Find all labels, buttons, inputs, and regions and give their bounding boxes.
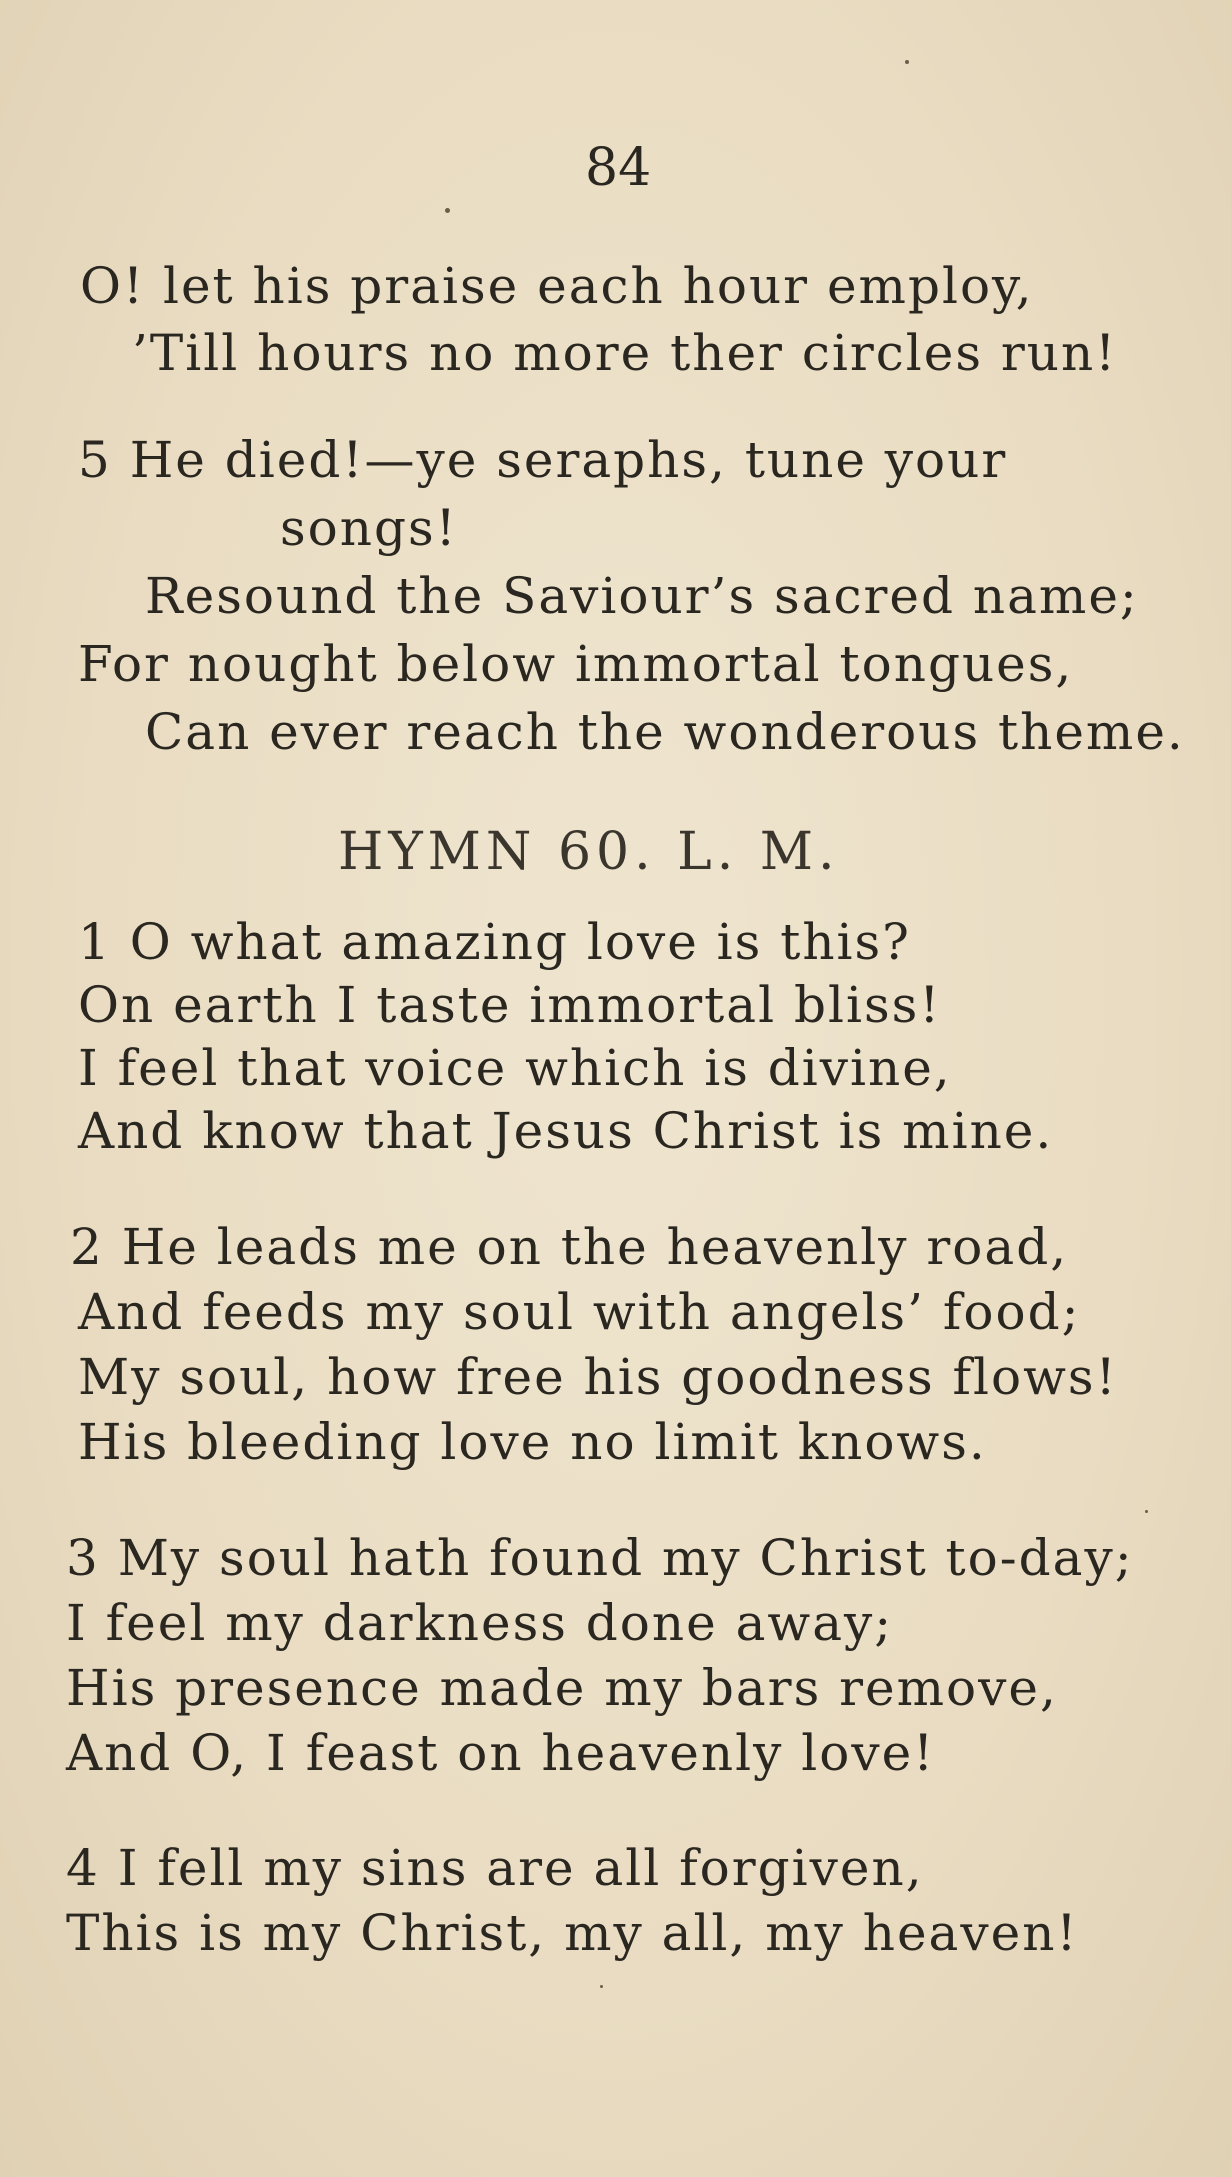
verse-line: His presence made my bars remove,	[66, 1659, 1058, 1717]
page-number: 84	[585, 138, 652, 198]
stanza-line: Resound the Saviour’s sacred name;	[145, 567, 1139, 625]
verse-line: 1 O what amazing love is this?	[78, 913, 911, 971]
stanza-line: Can ever reach the wonderous theme.	[145, 703, 1185, 761]
verse-line: And feeds my soul with angels’ food;	[78, 1283, 1081, 1341]
verse-line: I feel my darkness done away;	[66, 1594, 894, 1652]
verse-line: And know that Jesus Christ is mine.	[78, 1102, 1054, 1160]
verse-line: I feel that voice which is divine,	[78, 1039, 952, 1097]
verse-line: His bleeding love no limit knows.	[78, 1413, 987, 1471]
hymn-title: HYMN 60. L. M.	[338, 822, 840, 882]
verse-line: My soul, how free his goodness flows!	[78, 1348, 1118, 1406]
verse-line: And O, I feast on heavenly love!	[66, 1724, 936, 1782]
stanza-line: ’Till hours no more ther circles run!	[132, 324, 1118, 382]
paper-speck	[600, 1985, 603, 1988]
paper-speck	[1145, 1510, 1148, 1513]
verse-line: This is my Christ, my all, my heaven!	[66, 1904, 1079, 1962]
verse-line: 4 I fell my sins are all forgiven,	[66, 1839, 924, 1897]
stanza-line: For nought below immortal tongues,	[78, 635, 1074, 693]
stanza-line: songs!	[280, 499, 458, 557]
verse-line: 3 My soul hath found my Christ to-day;	[66, 1529, 1134, 1587]
stanza-line: O! let his praise each hour employ,	[80, 257, 1034, 315]
verse-line: 2 He leads me on the heavenly road,	[70, 1218, 1069, 1276]
verse-line: On earth I taste immortal bliss!	[78, 976, 942, 1034]
paper-speck	[905, 60, 909, 64]
stanza-line: 5 He died!—ye seraphs, tune your	[78, 431, 1008, 489]
paper-speck	[445, 208, 450, 213]
